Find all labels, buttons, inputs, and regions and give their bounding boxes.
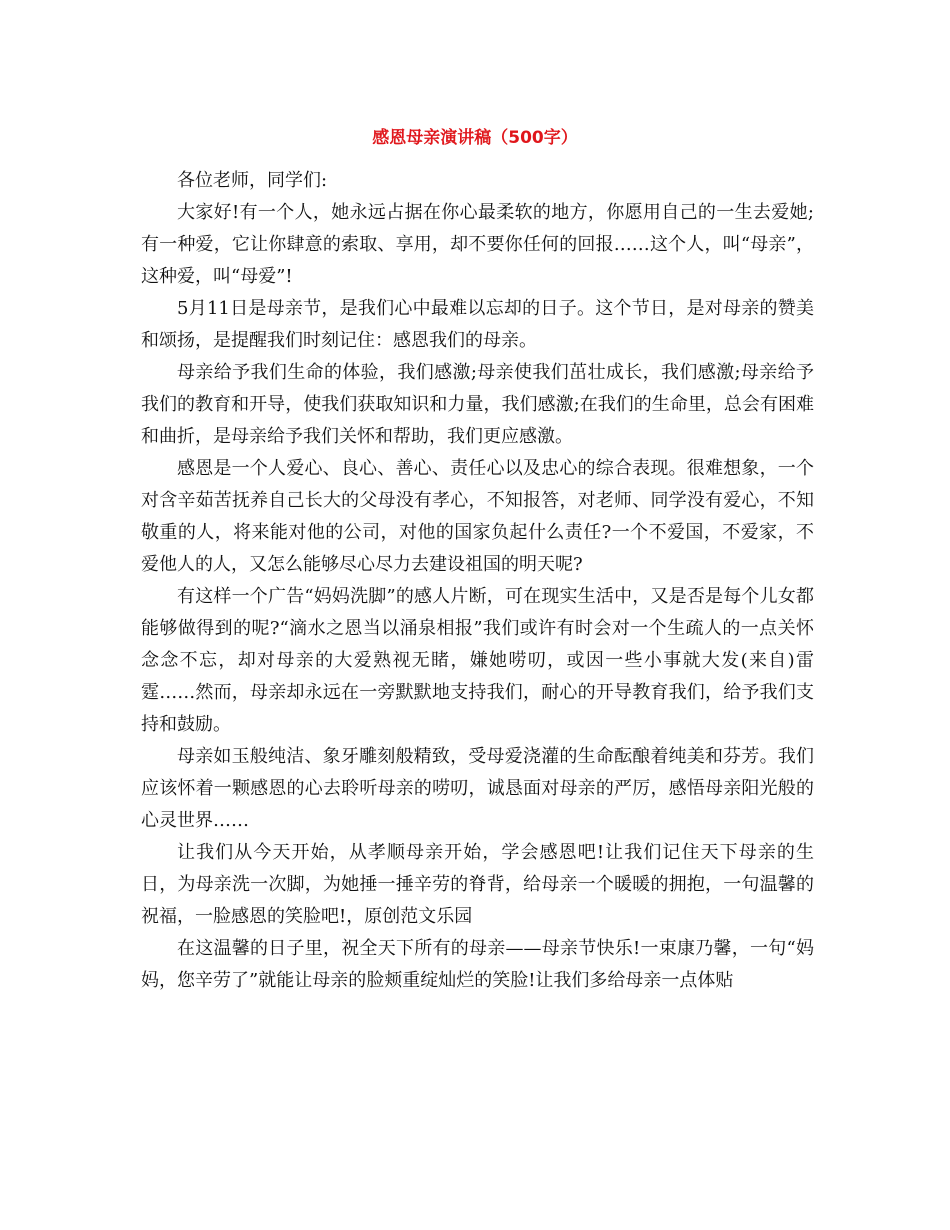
paragraph: 让我们从今天开始，从孝顺母亲开始，学会感恩吧!让我们记住天下母亲的生日，为母亲洗一次脚，为她捶一捶辛劳的脊背，给母亲一个暖暖的拥抱，一句温馨的祝福，一脸感恩的笑脸吧!，原创范文乐园 bbox=[141, 842, 814, 927]
paragraph: 母亲如玉般纯洁、象牙雕刻般精致，受母爱浇灌的生命酝酿着纯美和芬芳。我们应该怀着一颗感恩的心去聆听母亲的唠叨，诚恳面对母亲的严厉，感悟母亲阳光般的心灵世界…… bbox=[141, 746, 814, 831]
document-body bbox=[141, 165, 814, 997]
paragraph: 感恩是一个人爱心、良心、善心、责任心以及忠心的综合表现。很难想象，一个对含辛茹苦抚养自己长大的父母没有孝心，不知报答，对老师、同学没有爱心，不知敬重的人，将来能对他的公司，对他的国家负起什么责任?一个不爱国，不爱家，不爱他人的人，又怎么能够尽心尽力去建设祖国的明天呢? bbox=[141, 458, 814, 575]
paragraph: 母亲给予我们生命的体验，我们感激;母亲使我们茁壮成长，我们感激;母亲给予我们的教育和开导，使我们获取知识和力量，我们感激;在我们的生命里，总会有困难和曲折，是母亲给予我们关怀和帮助，我们更应感激。 bbox=[141, 362, 814, 447]
paragraph-greeting: 各位老师，同学们: bbox=[177, 170, 328, 191]
document-title: 感恩母亲演讲稿（500字） bbox=[372, 128, 578, 148]
paragraph: 5月11日是母亲节，是我们心中最难以忘却的日子。这个节日，是对母亲的赞美和颂扬，是提醒我们时刻记住：感恩我们的母亲。 bbox=[141, 298, 814, 351]
paragraph: 在这温馨的日子里，祝全天下所有的母亲——母亲节快乐!一束康乃馨，一句“妈妈，您辛劳了”就能让母亲的脸颊重绽灿烂的笑脸!让我们多给母亲一点体贴 bbox=[141, 938, 814, 991]
paragraph: 有这样一个广告“妈妈洗脚”的感人片断，可在现实生活中，又是否是每个儿女都能够做得到的呢?“滴水之恩当以涌泉相报”我们或许有时会对一个生疏人的一点关怀念念不忘，却对母亲的大爱熟视无睹，嫌她唠叨，或因一些小事就大发(来自)雷霆……然而，母亲却永远在一旁默默地支持我们，耐心的开导教育我们，给予我们支持和鼓励。 bbox=[141, 586, 814, 735]
paragraph: 大家好!有一个人，她永远占据在你心最柔软的地方，你愿用自己的一生去爱她;有一种爱，它让你肆意的索取、享用，却不要你任何的回报……这个人，叫“母亲”，这种爱，叫“母爱”! bbox=[141, 202, 814, 287]
